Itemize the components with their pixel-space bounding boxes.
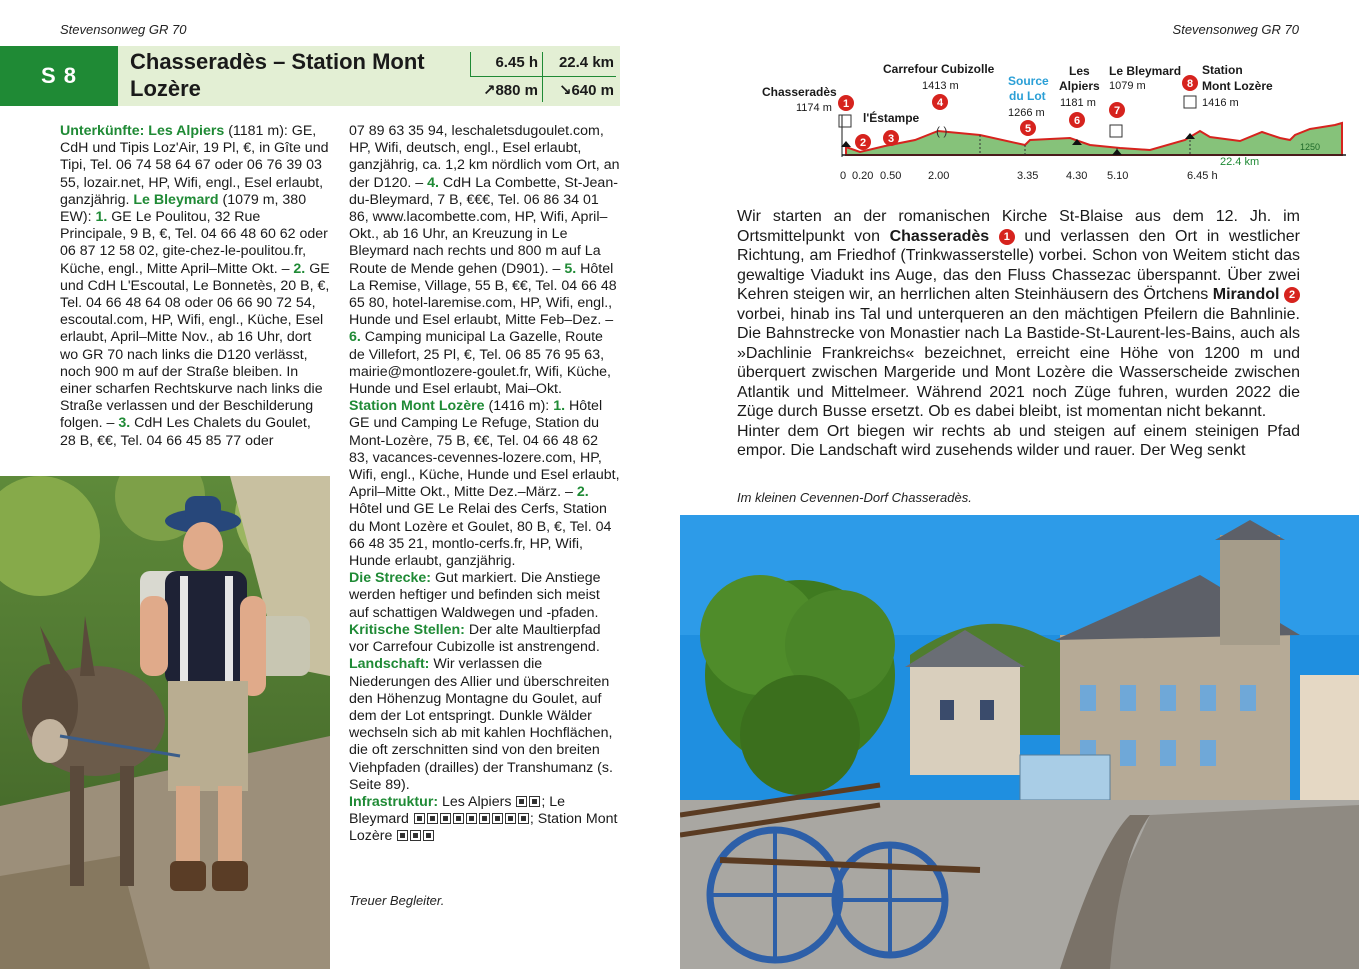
waypoint-marker: 2 [1284,287,1300,303]
wp-alt: 1174 m [796,102,832,114]
wp-alt: 1266 m [1008,107,1045,119]
atm-icon [505,813,516,824]
place-mirandol: Mirandol [1212,286,1280,303]
wp-name: Le Bleymard [1109,64,1182,78]
tent-icon [427,813,438,824]
stage-time: 6.45 h [495,54,538,71]
hiker-donkey-illustration [0,476,330,969]
hut-icon [414,813,425,824]
wp-alt: 1079 m [1109,80,1146,92]
waypoint-marker: 8 [1186,78,1194,90]
wp-name: Les [1069,64,1090,78]
campsite-icon [440,813,451,824]
wp-name: l'Éstampe [863,111,920,125]
label-infrastruktur: Infrastruktur: [349,793,439,810]
time-tick: 0.20 [852,170,874,182]
photo-caption: Treuer Begleiter. [349,893,445,908]
waypoint-marker: 7 [1113,105,1121,117]
wp-name: Mont Lozère [1202,79,1273,93]
wp-name: Chasseradès [762,85,837,99]
restaurant-icon [453,813,464,824]
restaurant-icon [423,830,434,841]
hut-icon [397,830,408,841]
wp-name: Alpiers [1059,79,1100,93]
elev-label: 1250 [1300,142,1321,152]
photo-caption: Im kleinen Cevennen-Dorf Chasseradès. [737,490,972,505]
paragraph: Wir starten an der romanischen Kirche St-Blaise aus dem 12. Jh. im Ortsmittelpunkt von Chasseradès 1 und verlassen den Ort in westlicher Richtung, am Friedhof (Trinkwasserstelle) vorbei. Schon von Weitem sticht das gewaltige Viadukt ins Auge, das den Fluss Chassezac überspannt. Über zwei Kehren steigen wir, an herrlichen alten Steinhäusern des Örtchens Mirandol 2 vorbei, hinab ins Tal und unterqueren an den mächtigen Pfeilern die Bahnlinie. Die Bahnstrecke von Monastier nach La Bastide-St-Laurent-les-Bains, auch als »Dachlinie Frankreichs« bezeichnet, erreicht eine Höhe von 1200 m und überquert zwischen Margeride und Mont Lozère die Wasserscheide zwischen Atlantik und Mittelmeer. Während 2021 noch Züge fuhren, wurden 2022 die Züge durch Busse ersetzt. Ob es dabei bleibt, ist momentan nicht bekannt. [737,208,1300,420]
label-kritische-stellen: Kritische Stellen: [349,621,465,638]
place-les-alpiers: Les Alpiers [148,123,225,139]
time-tick: 5.10 [1107,170,1129,182]
photo-hiker-with-donkey [0,476,330,969]
stage-badge: S 8 [0,46,118,106]
wp-name: du Lot [1009,89,1046,103]
time-tick: 4.30 [1066,170,1088,182]
accommodation-column-2: 07 89 63 35 94, leschaletsdugoulet.com, HP, Wifi, deutsch, engl., Esel erlaubt, ganzjährig, ca. 1,2 km nördlich vom Ort, an der D120. – 4. CdH La Combette, St-Jean-du-Bleymard, 7 B, €€€, Tel. 06 86 34 01 86, www.lacombette.com, HP, Wifi, April–Okt., ab 16 Uhr, an Kreuzung in Le Bleymard nach rechts und 800 m auf La Route de Mende gehen (D901). – 5. Hôtel La Remise, Village, 55 B, €€, Tel. 04 66 48 65 80, hotel-laremise.com, HP, Wifi, engl., Hunde und Esel erlaubt, Mitte Feb–Dez. – 6. Camping municipal La Gazelle, Route de Villefort, 25 Pl, €, Tel. 06 85 76 95 63, mairie@montlozere-goulet.fr, Wifi, Küche, Hunde und Esel erlaubt, Mai–Okt. Station Mont Lozère (1416 m): 1. Hôtel GE und Camping Le Refuge, Station du Mont-Lozère, 75 B, €€, Tel. 04 66 48 62 83, vacances-cevennes-lozere.com, HP, Wifi, engl., Küche, Hunde und Esel erlaubt, April–Mitte Okt., Mitte Dez.–März. – 2. Hôtel und GE Le Relai des Cerfs, Station du Mont Lozère et Goulet, 80 B, €, Tel. 04 66 48 35 21, montlo-cerfs.fr, HP, Wifi, Hunde erlaubt, ganzjährig. Die Strecke: Gut markiert. Die Anstiege werden heftiger und befinden sich meist auf schattigen Waldwegen und -pfaden. Kritische Stellen: Der alte Maultierpfad vor Carrefour Cubizolle ist anstrengend. Landschaft: Wir verlassen die Niederungen des Allier und überschreiten den Höhenzug Montagne du Goulet, auf dem der Lot entspringt. Dunkle Wälder wechseln sich ab mit kahlen Hochflächen, die oft zerschnitten sind von den breiten Viehpfaden (drailles) der Transhumanz (s. Seite 89). Infrastruktur: Les Alpiers ; Le Bleymard ; Station Mont Lozère [349,123,620,845]
place-station-mont-lozere: Station Mont Lozère [349,398,485,415]
photo-village-chasserades [680,515,1359,969]
place-chasserades: Chasseradès [889,227,990,245]
tent-icon [529,796,540,807]
waypoint-marker: 6 [1073,115,1081,127]
wp-name: Carrefour Cubizolle [883,62,995,76]
waypoint-marker: 5 [1024,123,1032,135]
time-tick: 6.45 h [1187,170,1218,182]
pharmacy-icon [492,813,503,824]
tent-icon [410,830,421,841]
route-description [737,207,1300,461]
profile-area [846,123,1342,155]
place-le-bleymard: Le Bleymard [133,191,219,208]
label-landschaft: Landschaft: [349,656,430,673]
stage-header [118,46,620,106]
distance-label: 22.4 km [1220,156,1260,168]
waypoint-marker: 1 [842,98,850,110]
time-tick: 2.00 [928,170,950,182]
waypoint-marker: 1 [999,229,1015,245]
internet-icon [518,813,529,824]
waypoint-marker: 4 [936,97,944,109]
time-tick: 3.35 [1017,170,1039,182]
hut-icon [516,796,527,807]
accommodation-column-1: Unterkünfte: Les Alpiers (1181 m): GE, CdH und Tipis Loz'Air, 19 Pl, €, in Gîte und Tipi, Tel. 06 74 58 64 67 oder 06 76 39 03 55, lozair.net, HP, Wifi, engl., Esel erlaubt, ganzjährig. Le Bleymard (1079 m, 380 EW): 1. GE Le Poulitou, 32 Rue Principale, 9 B, €, Tel. 04 66 48 60 62 oder 06 87 12 58 02, gite-chez-le-poulitou.fr, Küche, engl., Mitte April–Mitte Okt. – 2. GE und CdH L'Escoutal, Le Bonnetès, 20 B, €, Tel. 04 66 48 64 08 oder 06 66 90 72 54, escoutal.com, HP, Wifi, engl., Küche, Esel erlaubt, April–Mitte Nov., ab 16 Uhr, dort wo GR 70 nach links die D120 verlässt, noch 900 m auf der Straße bleiben. In einer scharfen Rechtskurve nach links die Straße verlassen und der Beschilderung folgen. – 3. CdH Les Chalets du Goulet, 28 B, €€, Tel. 04 66 45 85 77 oder [60,123,330,449]
stage-ascent: ↗880 m [482,82,538,99]
running-head: Stevensonweg GR 70 [1172,22,1299,37]
wp-alt: 1181 m [1060,97,1096,109]
stage-title: Chasseradès – Station Mont Lozère [130,49,425,101]
time-tick: 0.50 [880,170,902,182]
svg-text:( ): ( ) [936,124,948,138]
stage-descent: ↘640 m [558,82,614,99]
time-tick: 0 [840,170,847,182]
label-strecke: Die Strecke: [349,570,432,587]
wp-alt: 1413 m [922,80,959,92]
village-illustration [680,515,1359,969]
wp-name: Source [1008,74,1049,88]
running-head: Stevensonweg GR 70 [60,22,187,37]
waypoint-marker: 2 [859,137,867,149]
paragraph: Hinter dem Ort biegen wir rechts ab und steigen auf einem steinigen Pfad empor. Die Landschaft wird zusehends wilder und rauer. Der Weg senkt [737,422,1300,459]
shop-icon [466,813,477,824]
bus-icon [479,813,490,824]
label-unterkuenfte: Unterkünfte: [60,123,145,139]
wp-alt: 1416 m [1202,97,1239,109]
elevation-profile [680,55,1359,190]
wp-name: Station [1202,63,1243,77]
stage-distance: 22.4 km [558,54,614,71]
right-page [680,0,1359,969]
waypoint-marker: 3 [887,133,895,145]
left-page [0,0,672,969]
